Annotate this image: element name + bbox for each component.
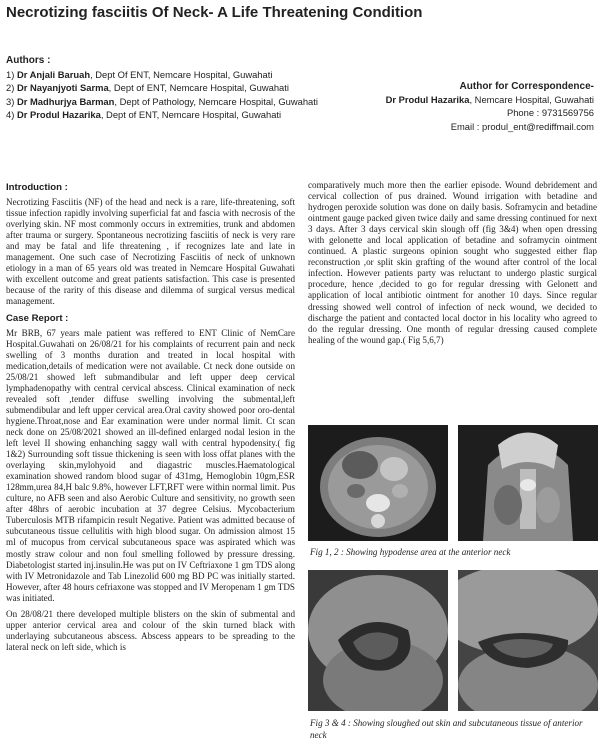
authors-heading: Authors : — [6, 55, 51, 66]
ct-axial-illustration — [308, 425, 448, 541]
neck-wound-photo-2 — [458, 570, 598, 711]
ct-coronal-illustration — [458, 425, 598, 541]
left-column — [6, 182, 295, 658]
case-report-heading: Case Report : — [6, 312, 69, 324]
introduction-heading: Introduction : — [6, 182, 68, 193]
author-line — [6, 68, 346, 81]
author-line — [6, 81, 346, 94]
authors-block — [6, 54, 346, 121]
correspondence-block — [334, 80, 594, 133]
author-number: 2) — [6, 82, 15, 94]
author-line — [6, 108, 346, 121]
author-name: Dr Nayanjyoti Sarma — [16, 82, 109, 94]
clinical-figures-row — [308, 570, 598, 711]
ct-coronal-image — [458, 425, 598, 541]
introduction-text: Necrotizing Fasciitis (NF) of the head and neck is a rare, life-threatening, soft tissue infection rapidly involving superficial fat and fascia with necrosis of the overlying skin. NF most commonly occurs in extremities, trunk and abdomen after trauma or surgery. Spontaneous necrotizing fasciitis of neck is very rare and may be fatal and life threatening , if recognizes late and late in management. One such case of Necrotizing Fasciitis of neck of unknown etiology in a man of 65 years old was treated in Nemcare Hospital Guwahati with excellent outcome and great patients satisfaction. This case is presented because of the rarity of this disease and dilemma of surgical versus medical management. — [6, 197, 295, 307]
author-name: Dr Produl Hazarika — [16, 108, 101, 120]
author-number: 1) — [6, 69, 15, 81]
author-number: 4) — [6, 108, 15, 120]
author-affiliation: , Dept of ENT, Nemcare Hospital, Guwahati — [100, 108, 282, 120]
correspondence-phone: Phone : 9731569756 — [506, 107, 594, 119]
neck-wound-photo-1 — [308, 570, 448, 711]
right-column — [308, 180, 597, 351]
author-number: 3) — [6, 95, 15, 107]
author-affiliation: , Dept of ENT, Nemcare Hospital, Guwahati — [108, 82, 289, 94]
correspondence-email: Email : produl_ent@rediffmail.com — [450, 120, 594, 132]
article-title: Necrotizing fasciitis Of Neck- A Life Threatening Condition — [6, 4, 423, 21]
case-report-continued: comparatively much more then the earlier episode. Wound debridement and cervical collection of pus drained. Wound irrigation with betadine and hydrogen peroxide solution was done on daily basis. Soframycin and betadine ointment gauge packed given twice daily and same dressing continued for next 3 days. After 3 days cervical skin slough off (fig 3&4) when open dressing with gelonette and local application of betadine and soframycin ointment continued. A plastic surgeons opinion sought who suggested either flap reconstruction ,or split skin grafting of the wound after control of the local infection. However patients party was reluctant to undergo plastic surgical procedure, hence ,decided to go for regular dressing with Gelonett and application of local antibiotic ointment for another 10 days. Since regular dressing showed well control of infection of neck wound, we decided to discharge the patient and contacted local doctor in his locality who agreed to do the regular dressing. One month of regular dressing caused complete healing of the wound gap.( Fig 5,6,7) — [308, 180, 597, 345]
neck-wound-illustration-2 — [458, 570, 598, 711]
author-line — [6, 95, 346, 108]
author-affiliation: , Dept Of ENT, Nemcare Hospital, Guwahati — [90, 69, 273, 81]
case-report-paragraph: Mr BRB, 67 years male patient was reffered to ENT Clinic of NemCare Hospital.Guwahati on 26/08/21 for his complaints of recurrent pain and neck swelling of 3 months duration and treated in local hospital with medication,details of medication were not available. Ct neck done outside on 25/08/21 showed left submandibular and left upper deep cervical lymphadenopathy with central cervical abscess. Clinical examination of neck revealed soft ,tender diffuse swelling involving the submental,left submendibular and left upper cervical area.Oral cavity showed poor oro-dental hygiene.Throat,nose and Ear examination were under normal limit. Ct scan neck done on 25/08/2021 showed an ill-defined enlarged nodal lesion in the left level II showing enhanching saggy wall with central hypodensity.( fig 1&2) Surrounding soft tissue thickening is seen with loss offat planes with the overlaying skin,mylohyoid and diagastric muscles.Haematological examination showed random blood sugar of 431mg, Hemoglobin 10gm,ESR 128mm,urea 84,H balc 9.8%, however LFT,RFT were within normal limit. Pus culture, no AFB seen and also Aerobic Culture and sensitivity, no growth seen after 48hrs of aerobic incubation at 37 degree Celsius. Mycobacterium Tuberculosis MTB rifampicin result Negative. Patient was admitted because of subcutaneous tissue cellulitis with high blood sugar. On admission almost 15 ml of mucopus from cervical subcutaneous space was aspirated which was mostly straw colour and non foul smelling followed by pressure dressing. Diabetologist started inj.insulin.He was put on IV Ceftriaxone 1 gm TDS along with IV Metronidazole and Tab Linezolid 600 mg BD PC was initially started. However, after 48 hours cefriaxone was stopped and IV Meropenam 1 gm TDS was initiated. — [6, 327, 295, 603]
correspondence-affiliation: , Nemcare Hospital, Guwahati — [469, 94, 594, 106]
figure-caption-1: Fig 1, 2 : Showing hypodense area at the anterior neck — [310, 547, 511, 557]
correspondence-heading: Author for Correspondence- — [459, 81, 594, 92]
ct-axial-image — [308, 425, 448, 541]
figure-caption-2: Fig 3 & 4 : Showing sloughed out skin and subcutaneous tissue of anterior neck — [310, 718, 583, 740]
author-affiliation: , Dept of Pathology, Nemcare Hospital, Guwahati — [114, 95, 318, 107]
correspondence-author — [334, 93, 594, 106]
correspondence-name: Dr Produl Hazarika — [385, 94, 470, 106]
ct-figures-row — [308, 425, 598, 541]
case-report-paragraph: On 28/08/21 there developed multiple blisters on the skin of submental and upper anterior cervical area and colour of the skin turned black with underlaying subcutaneous abscess. Abscess appears to be spreading to the lateral neck on left side, which is — [6, 608, 295, 652]
author-name: Dr Madhurjya Barman — [16, 95, 115, 107]
neck-wound-illustration-1 — [308, 570, 448, 711]
author-name: Dr Anjali Baruah — [16, 69, 91, 81]
